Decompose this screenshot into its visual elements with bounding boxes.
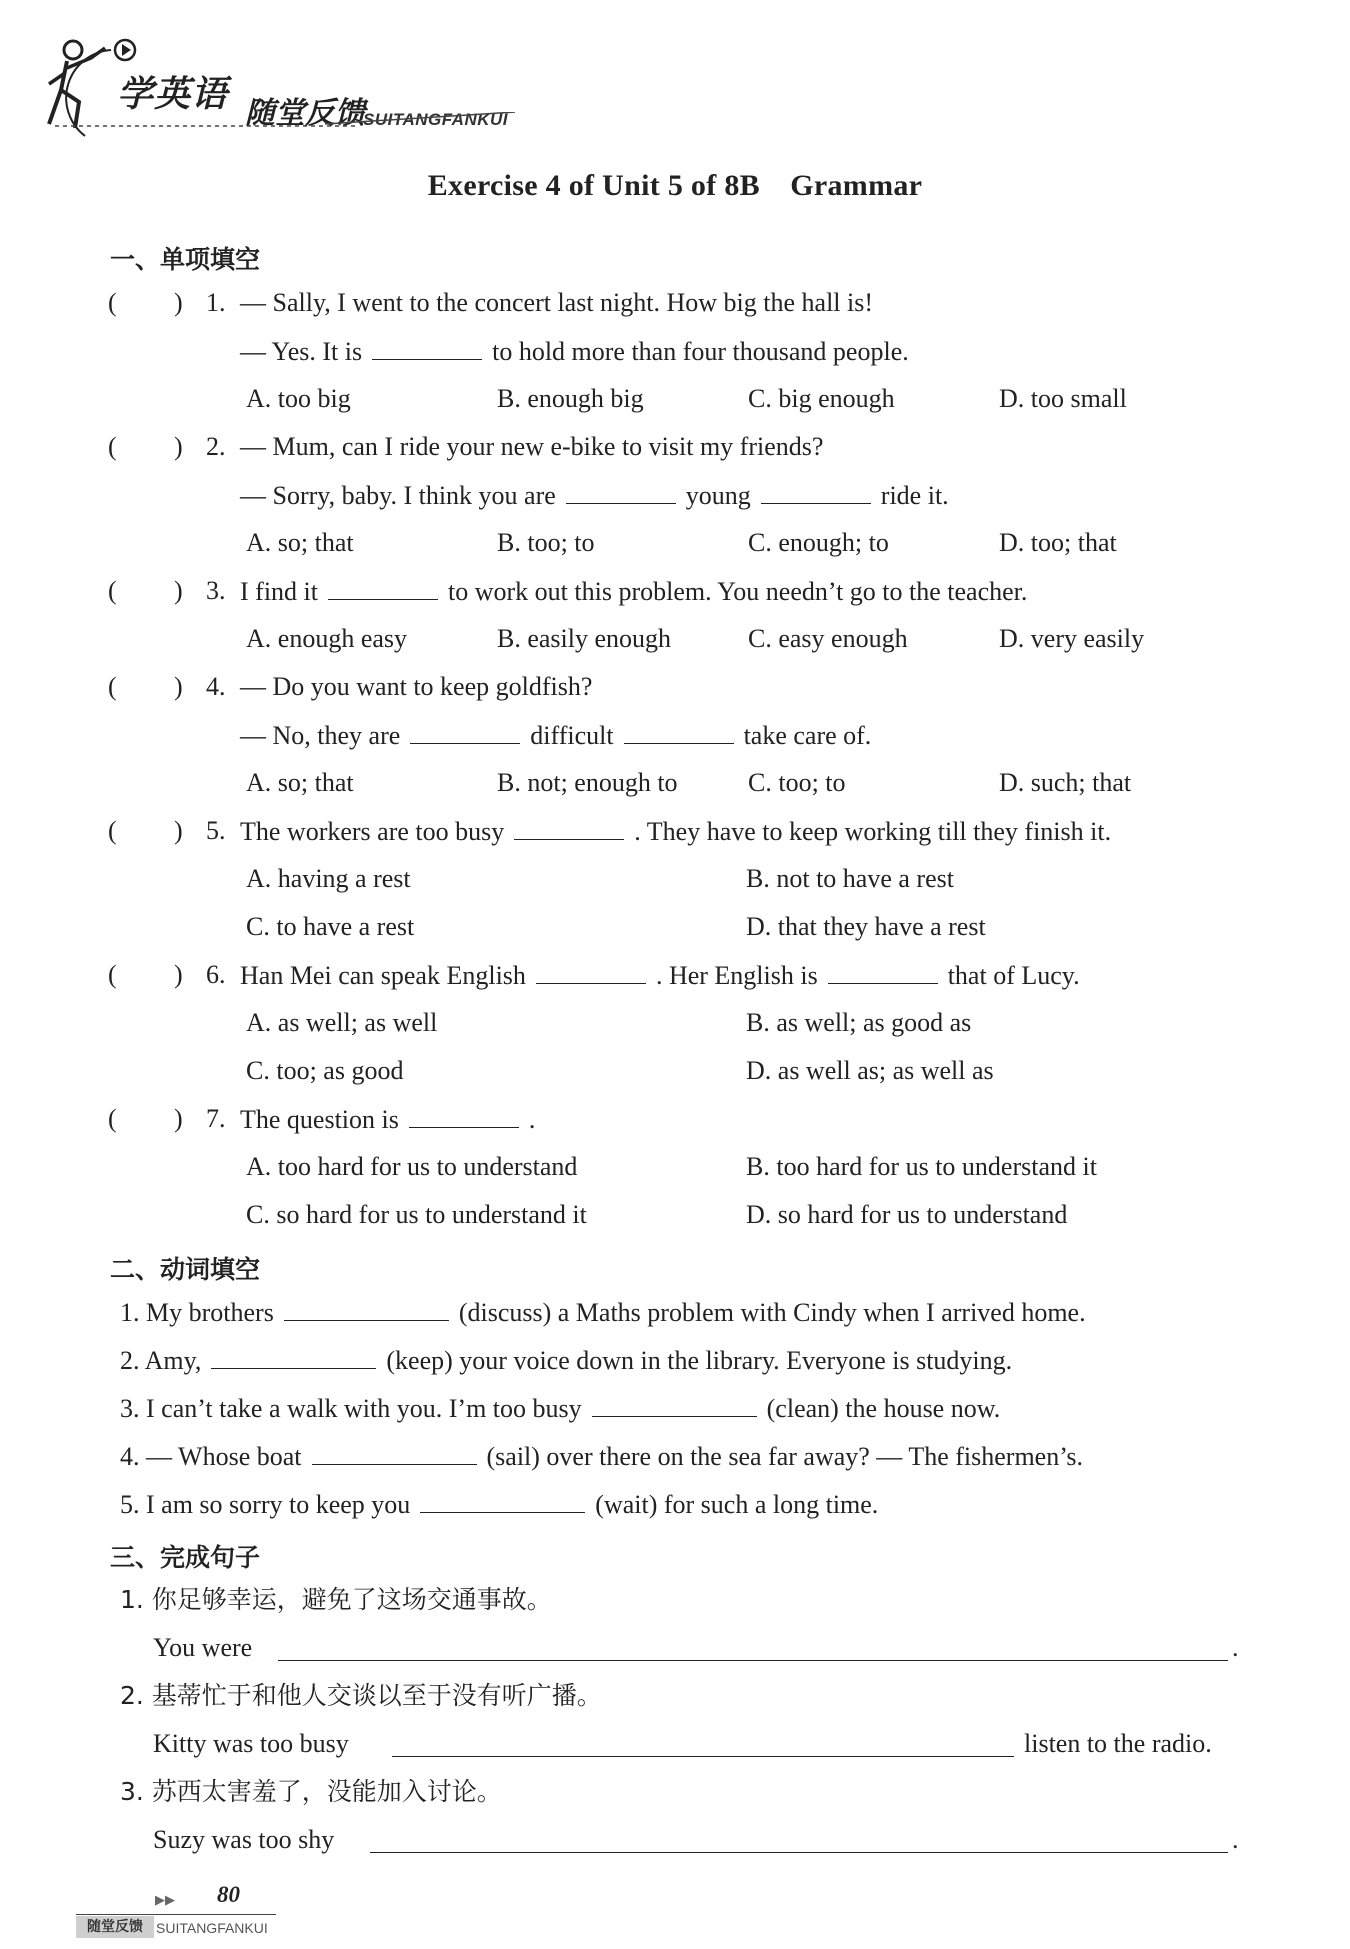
q3-option-d: D. very easily — [999, 624, 1145, 653]
q4-option-d: D. such; that — [999, 768, 1132, 797]
sentence-3-start: Suzy was too shy — [153, 1825, 335, 1854]
q5-option-d: D. that they have a rest — [746, 912, 986, 941]
q4-line2-c: take care of. — [743, 721, 872, 750]
q3-line1-b: to work out this problem. You needn’t go to the teacher. — [448, 577, 1028, 606]
verb-item-4-b: (sail) over there on the sea far away? — The fishermen’s. — [486, 1442, 1084, 1471]
sentence-1-end: . — [1232, 1633, 1239, 1662]
footer-badge: 随堂反馈 — [76, 1916, 154, 1938]
q2-option-d: D. too; that — [999, 528, 1117, 557]
sentence-2-chinese: 2. 基蒂忙于和他人交谈以至于没有听广播。 — [120, 1681, 602, 1710]
q4-option-b: B. not; enough to — [497, 768, 678, 797]
q3-option-c: C. easy enough — [748, 624, 908, 653]
verb-blank-3[interactable] — [592, 1392, 757, 1417]
verb-item-5 — [120, 1488, 878, 1521]
q5-blank[interactable] — [514, 815, 624, 840]
section-3-heading: 三、完成句子 — [110, 1543, 261, 1572]
q6-line1 — [240, 959, 1080, 992]
q3-number: 3. — [206, 576, 226, 605]
verb-item-4 — [120, 1440, 1083, 1473]
verb-blank-2[interactable] — [211, 1344, 376, 1369]
q2-line2-b: young — [685, 481, 751, 510]
q6-option-a: A. as well; as well — [246, 1008, 438, 1037]
q2-line2-c: ride it. — [880, 481, 949, 510]
q1-blank[interactable] — [372, 335, 482, 360]
header-dashed-rule — [55, 112, 515, 132]
footer-latin-text: SUITANGFANKUI — [156, 1920, 268, 1936]
logo-brand-text: 学英语 — [117, 74, 229, 115]
q7-option-a: A. too hard for us to understand — [246, 1152, 578, 1181]
q1-line2-a: — Yes. It is — [240, 337, 363, 366]
q7-line1 — [240, 1103, 535, 1136]
q6-option-d: D. as well as; as well as — [746, 1056, 994, 1085]
sentence-1-chinese: 1. 你足够幸运，避免了这场交通事故。 — [120, 1585, 552, 1614]
q2-line2 — [240, 479, 949, 512]
sentence-1-answer-line[interactable] — [278, 1660, 1228, 1661]
answer-paren-4[interactable]: ( ) — [108, 672, 183, 701]
logo-latin-text: SUITANGFANKUI — [363, 110, 509, 129]
q4-blank-2[interactable] — [624, 719, 734, 744]
q6-number: 6. — [206, 960, 226, 989]
q2-option-a: A. so; that — [246, 528, 354, 557]
logo-sub-text: 随堂反馈 — [245, 96, 365, 131]
q3-blank[interactable] — [328, 575, 438, 600]
q2-option-b: B. too; to — [497, 528, 595, 557]
verb-blank-4[interactable] — [312, 1440, 477, 1465]
q4-line1: — Do you want to keep goldfish? — [240, 672, 593, 701]
q7-number: 7. — [206, 1104, 226, 1133]
verb-item-1-b: (discuss) a Maths problem with Cindy when I arrived home. — [458, 1298, 1086, 1327]
header-logo — [45, 28, 545, 138]
answer-paren-3[interactable]: ( ) — [108, 576, 183, 605]
q6-option-c: C. too; as good — [246, 1056, 404, 1085]
q2-line1: — Mum, can I ride your new e-bike to visit my friends? — [240, 432, 824, 461]
verb-blank-5[interactable] — [420, 1488, 585, 1513]
q4-line2 — [240, 719, 871, 752]
footer-rule — [76, 1914, 276, 1915]
double-arrow-icon: ▶▶ — [155, 1893, 175, 1908]
q5-line1-b: . They have to keep working till they finish it. — [634, 817, 1112, 846]
q5-option-a: A. having a rest — [246, 864, 411, 893]
answer-paren-2[interactable]: ( ) — [108, 432, 183, 461]
verb-item-2-a: 2. Amy, — [120, 1346, 202, 1375]
q3-option-a: A. enough easy — [246, 624, 408, 653]
sentence-2-end: listen to the radio. — [1024, 1729, 1212, 1758]
section-2-heading: 二、动词填空 — [110, 1255, 261, 1284]
q7-line1-a: The question is — [240, 1105, 399, 1134]
q7-line1-b: . — [528, 1105, 536, 1134]
verb-item-3-b: (clean) the house now. — [766, 1394, 1001, 1423]
answer-paren-1[interactable]: ( ) — [108, 288, 183, 317]
verb-item-3 — [120, 1392, 1000, 1425]
sentence-2-answer-line[interactable] — [392, 1756, 1014, 1757]
q2-blank-2[interactable] — [761, 479, 871, 504]
q1-line1: — Sally, I went to the concert last night. How big the hall is! — [240, 288, 874, 317]
q4-number: 4. — [206, 672, 226, 701]
sentence-2-start: Kitty was too busy — [153, 1729, 349, 1758]
q2-option-c: C. enough; to — [748, 528, 889, 557]
q3-option-b: B. easily enough — [497, 624, 672, 653]
q6-line1-b: . Her English is — [655, 961, 818, 990]
q6-blank-2[interactable] — [828, 959, 938, 984]
q7-option-d: D. so hard for us to understand — [746, 1200, 1068, 1229]
q1-line2 — [240, 335, 909, 368]
q4-line2-b: difficult — [530, 721, 614, 750]
q7-option-b: B. too hard for us to understand it — [746, 1152, 1097, 1181]
q1-option-b: B. enough big — [497, 384, 644, 413]
verb-blank-1[interactable] — [284, 1296, 449, 1321]
answer-paren-6[interactable]: ( ) — [108, 960, 183, 989]
sentence-3-end: . — [1232, 1825, 1239, 1854]
sentence-3-answer-line[interactable] — [370, 1852, 1228, 1853]
q7-blank[interactable] — [409, 1103, 519, 1128]
answer-paren-7[interactable]: ( ) — [108, 1104, 183, 1133]
sentence-3-chinese: 3. 苏西太害羞了，没能加入讨论。 — [120, 1777, 502, 1806]
q4-option-a: A. so; that — [246, 768, 354, 797]
q1-line2-b: to hold more than four thousand people. — [492, 337, 909, 366]
q3-line1-a: I find it — [240, 577, 318, 606]
q6-line1-a: Han Mei can speak English — [240, 961, 526, 990]
q1-option-c: C. big enough — [748, 384, 895, 413]
q5-number: 5. — [206, 816, 226, 845]
verb-item-2-b: (keep) your voice down in the library. Everyone is studying. — [386, 1346, 1013, 1375]
q4-line2-a: — No, they are — [240, 721, 401, 750]
q4-option-c: C. too; to — [748, 768, 846, 797]
page-title: Exercise 4 of Unit 5 of 8B Grammar — [427, 169, 923, 202]
q1-option-a: A. too big — [246, 384, 351, 413]
q5-option-c: C. to have a rest — [246, 912, 415, 941]
answer-paren-5[interactable]: ( ) — [108, 816, 183, 845]
q2-line2-a: — Sorry, baby. I think you are — [240, 481, 556, 510]
verb-item-1 — [120, 1296, 1086, 1329]
q6-line1-c: that of Lucy. — [947, 961, 1080, 990]
q1-option-d: D. too small — [999, 384, 1127, 413]
page-number: 80 — [217, 1882, 240, 1907]
q5-line1 — [240, 815, 1111, 848]
verb-item-1-a: 1. My brothers — [120, 1298, 274, 1327]
verb-item-5-a: 5. I am so sorry to keep you — [120, 1490, 411, 1519]
q4-blank-1[interactable] — [410, 719, 520, 744]
sentence-1-start: You were — [153, 1633, 253, 1662]
q5-option-b: B. not to have a rest — [746, 864, 954, 893]
q5-line1-a: The workers are too busy — [240, 817, 505, 846]
verb-item-3-a: 3. I can’t take a walk with you. I’m too busy — [120, 1394, 582, 1423]
q6-option-b: B. as well; as good as — [746, 1008, 972, 1037]
verb-item-2 — [120, 1344, 1012, 1377]
q6-blank-1[interactable] — [536, 959, 646, 984]
q3-line1 — [240, 575, 1027, 608]
q2-number: 2. — [206, 432, 226, 461]
verb-item-4-a: 4. — Whose boat — [120, 1442, 302, 1471]
q2-blank-1[interactable] — [566, 479, 676, 504]
q1-number: 1. — [206, 288, 226, 317]
section-1-heading: 一、单项填空 — [110, 245, 261, 274]
verb-item-5-b: (wait) for such a long time. — [595, 1490, 879, 1519]
q7-option-c: C. so hard for us to understand it — [246, 1200, 587, 1229]
